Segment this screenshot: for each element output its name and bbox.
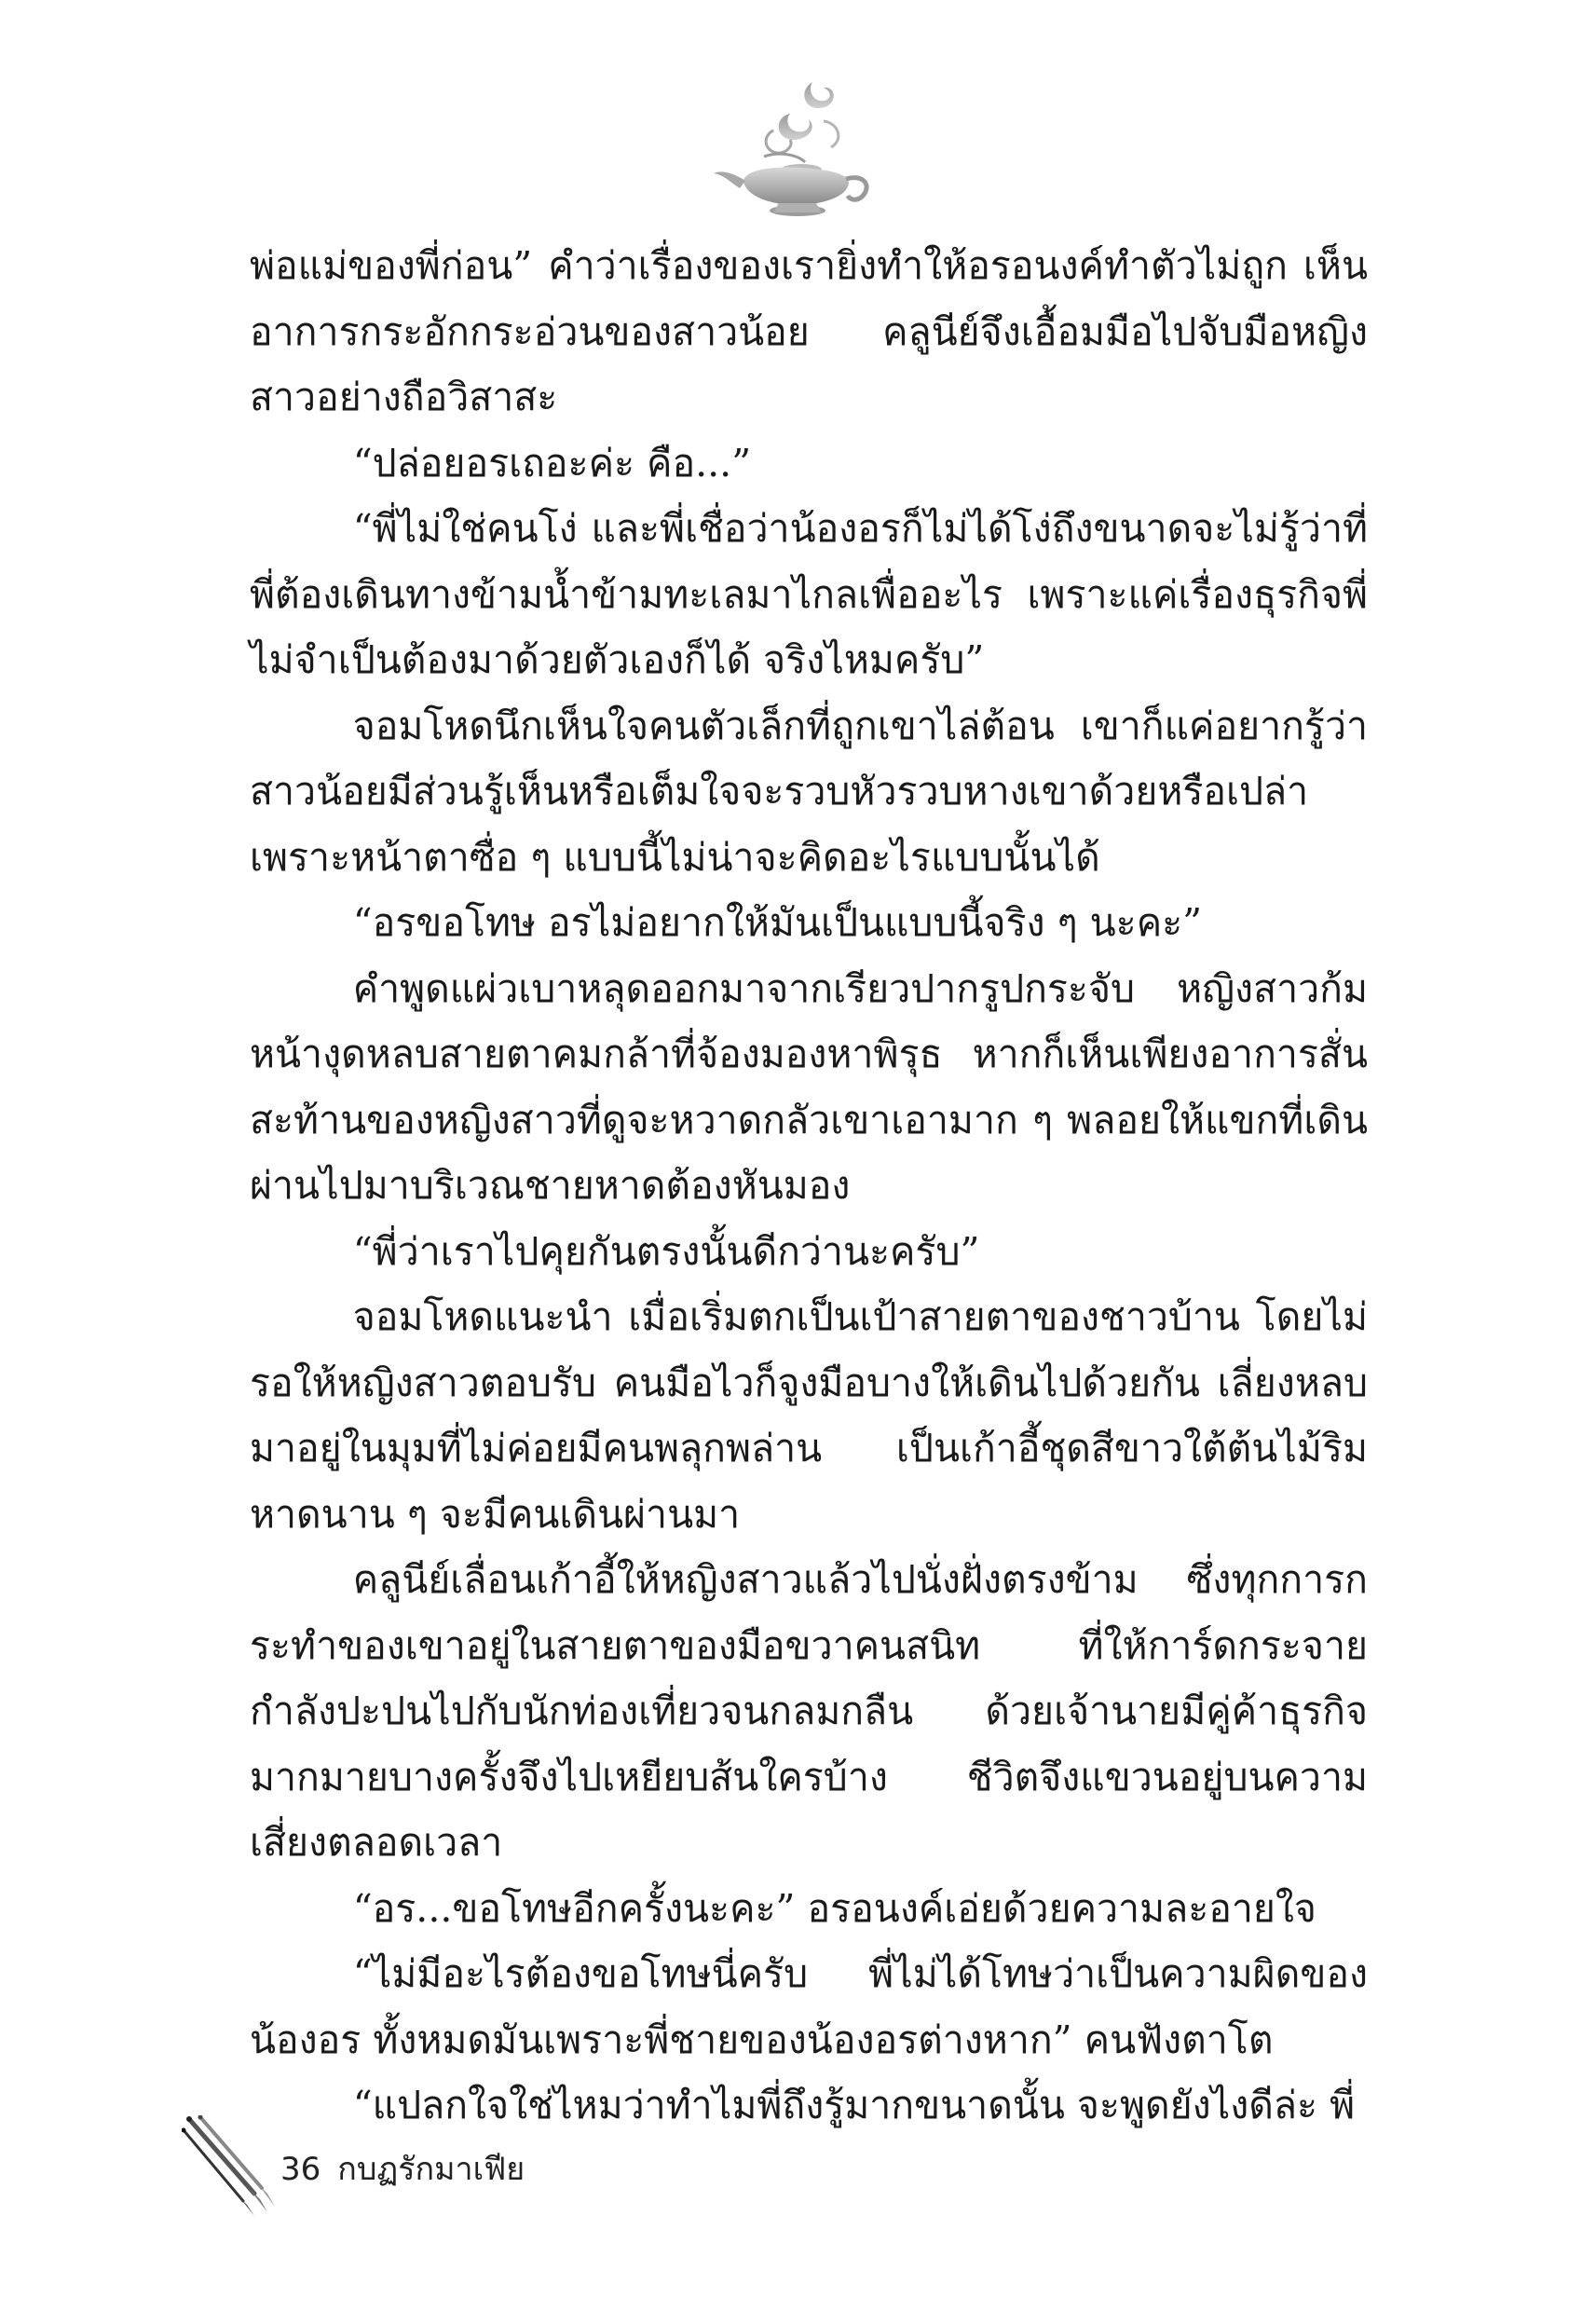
body-paragraph: คลูนีย์เลื่อนเก้าอี้ให้หญิงสาวแล้วไปนั่งฝั่งตรงข้าม ซึ่งทุกการกระทำของเขาอยู่ในสายตาของมือขวาคนสนิท ที่ให้การ์ดกระจายกำลังปะปนไปกับนักท่องเที่ยวจนกลมกลืน ด้วยเจ้านายมีคู่ค้าธุรกิจมากมายบางครั้งจึงไปเหยียบส้นใครบ้าง ชีวิตจึงแขวนอยู่บนความเสี่ยงตลอดเวลา bbox=[250, 1557, 1368, 1865]
body-paragraph: “ไม่มีอะไรต้องขอโทษนี่ครับ พี่ไม่ได้โทษว่าเป็นความผิดของน้องอร ทั้งหมดมันเพราะพี่ชายของน้องอรต่างหาก” คนฟังตาโต bbox=[250, 1951, 1368, 2062]
body-paragraph: “ปล่อยอรเถอะค่ะ คือ...” bbox=[352, 440, 752, 485]
body-paragraph: จอมโหดแนะนำ เมื่อเริ่มตกเป็นเป้าสายตาของชาวบ้าน โดยไม่รอให้หญิงสาวตอบรับ คนมือไวก็จูงมือบางให้เดินไปด้วยกัน เลี่ยงหลบมาอยู่ในมุมที่ไม่ค่อยมีคนพลุกพล่าน เป็นเก้าอี้ชุดสีขาวใต้ต้นไม้ริมหาดนาน ๆ จะมีคนเดินผ่านมา bbox=[250, 1294, 1368, 1537]
body-paragraph: “พี่ว่าเราไปคุยกันตรงนั้นดีกว่านะครับ” bbox=[352, 1228, 980, 1274]
body-paragraph: จอมโหดนึกเห็นใจคนตัวเล็กที่ถูกเขาไล่ต้อน เขาก็แค่อยากรู้ว่าสาวน้อยมีส่วนรู้เห็นหรือเต็มใจจะรวบหัวรวบหางเขาด้วยหรือเปล่า เพราะหน้าตาซื่อ ๆ แบบนี้ไม่น่าจะคิดอะไรแบบนั้นได้ bbox=[250, 703, 1368, 880]
body-paragraph: “อร...ขอโทษอีกครั้งนะคะ” อรอนงค์เอ่ยด้วยความละอายใจ bbox=[352, 1885, 1316, 1931]
page-number: 36 bbox=[280, 2151, 321, 2188]
page-footer bbox=[182, 2115, 834, 2218]
page-body bbox=[250, 233, 1368, 2139]
body-paragraph: “แปลกใจใช่ไหมว่าทำไมพี่ถึงรู้มากขนาดนั้น จะพูดยังไงดีล่ะ พี่ bbox=[352, 2083, 1356, 2127]
body-paragraph: คำพูดแผ่วเบาหลุดออกมาจากเรียวปากรูปกระจับ หญิงสาวก้มหน้างุดหลบสายตาคมกล้าที่จ้องมองหาพิรุธ หากก็เห็นเพียงอาการสั่นสะท้านของหญิงสาวที่ดูจะหวาดกลัวเขาเอามาก ๆ พลอยให้แขกที่เดินผ่านไปมาบริเวณชายหาดต้องหันมอง bbox=[250, 965, 1368, 1208]
body-paragraph: “พี่ไม่ใช่คนโง่ และพี่เชื่อว่าน้องอรก็ไม่ได้โง่ถึงขนาดจะไม่รู้ว่าที่พี่ต้องเดินทางข้ามน้ำข้ามทะเลมาไกลเพื่ออะไร เพราะแค่เรื่องธุรกิจพี่ไม่จำเป็นต้องมาด้วยตัวเองก็ได้ จริงไหมครับ” bbox=[250, 506, 1368, 682]
body-paragraph: “อรขอโทษ อรไม่อยากให้มันเป็นแบบนี้จริง ๆ นะคะ” bbox=[352, 900, 1203, 945]
paintbrush-icon bbox=[182, 2115, 284, 2218]
genie-lamp-icon bbox=[708, 65, 885, 224]
footer-text bbox=[280, 2143, 525, 2194]
body-paragraph: พ่อแม่ของพี่ก่อน” คำว่าเรื่องของเรายิ่งทำให้อรอนงค์ทำตัวไม่ถูก เห็นอาการกระอักกระอ่วนของสาวน้อย คลูนีย์จึงเอื้อมมือไปจับมือหญิงสาวอย่างถือวิสาสะ bbox=[250, 243, 1368, 419]
book-title: กบฏรักมาเฟีย bbox=[337, 2151, 525, 2188]
